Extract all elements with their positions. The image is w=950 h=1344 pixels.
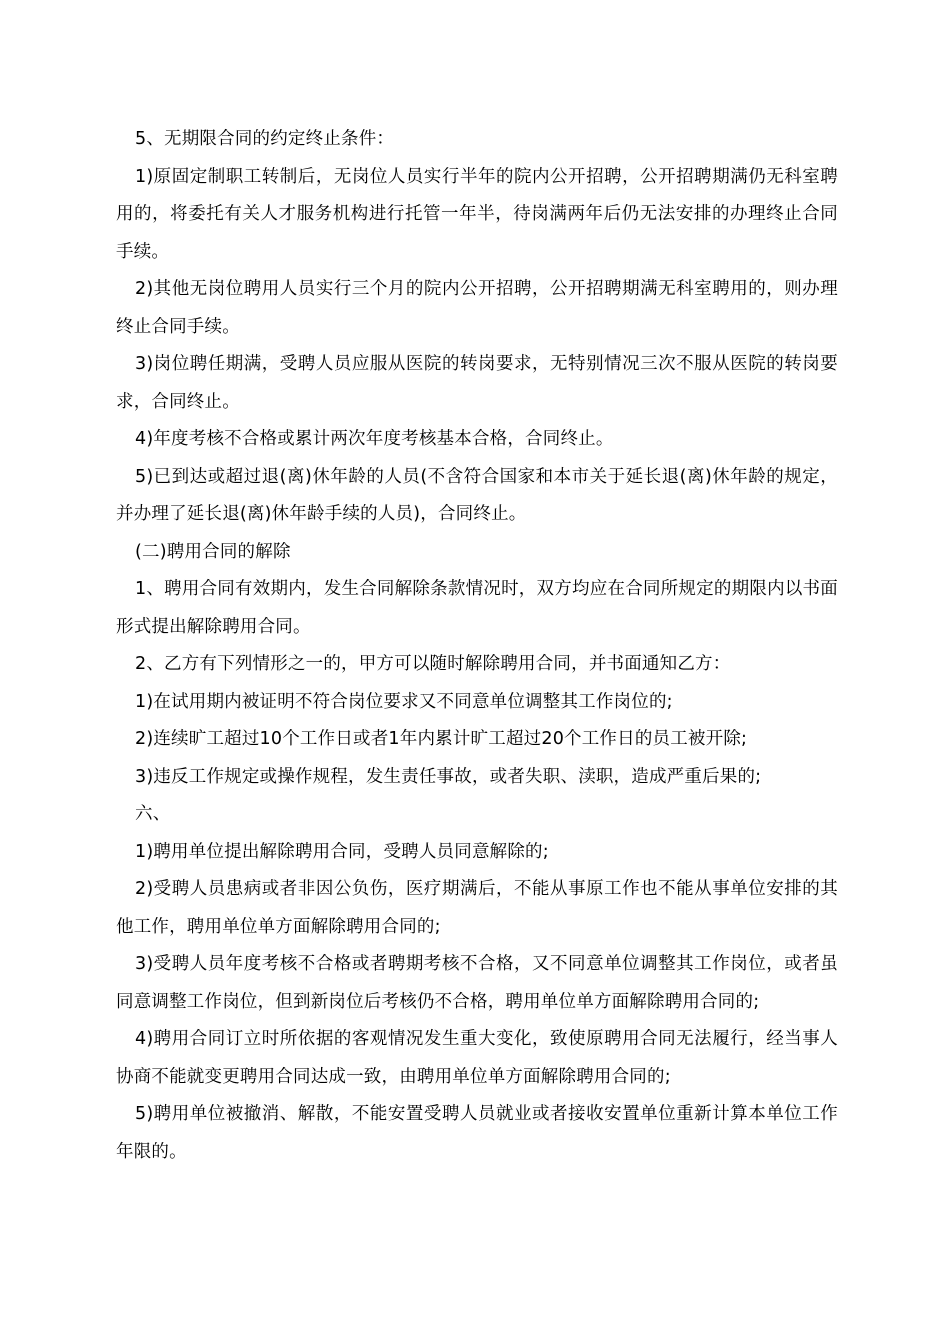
document-body xyxy=(116,121,838,1171)
paragraph-item: 1、聘用合同有效期内，发生合同解除条款情况时，双方均应在合同所规定的期限内以书面形式提出解除聘用合同。 xyxy=(116,579,838,637)
paragraph-item: 2、乙方有下列情形之一的，甲方可以随时解除聘用合同，并书面通知乙方： xyxy=(135,654,731,674)
section-heading-six: 六、 xyxy=(135,804,171,824)
paragraph-item: 5)已到达或超过退(离)休年龄的人员(不含符合国家和本市关于延长退(离)休年龄的规定，并办理了延长退(离)休年龄手续的人员)，合同终止。 xyxy=(116,466,838,524)
paragraph-item: 3)岗位聘任期满，受聘人员应服从医院的转岗要求，无特别情况三次不服从医院的转岗要求，合同终止。 xyxy=(116,354,838,412)
paragraph-item: 2)其他无岗位聘用人员实行三个月的院内公开招聘，公开招聘期满无科室聘用的，则办理终止合同手续。 xyxy=(116,279,838,337)
section-heading-contract-dissolution: (二)聘用合同的解除 xyxy=(135,541,291,562)
paragraph-item: 3)受聘人员年度考核不合格或者聘期考核不合格，又不同意单位调整其工作岗位，或者虽同意调整工作岗位，但到新岗位后考核仍不合格，聘用单位单方面解除聘用合同的; xyxy=(116,954,838,1012)
paragraph-item: 4)聘用合同订立时所依据的客观情况发生重大变化，致使原聘用合同无法履行，经当事人协商不能就变更聘用合同达成一致，由聘用单位单方面解除聘用合同的; xyxy=(116,1029,838,1087)
section-heading-unlimited-term-termination: 5、无期限合同的约定终止条件： xyxy=(135,129,395,149)
paragraph-item: 5)聘用单位被撤消、解散，不能安置受聘人员就业或者接收安置单位重新计算本单位工作年限的。 xyxy=(116,1104,838,1162)
paragraph-item: 3)违反工作规定或操作规程，发生责任事故，或者失职、渎职，造成严重后果的; xyxy=(135,766,762,787)
paragraph-item: 2)连续旷工超过10个工作日或者1年内累计旷工超过20个工作日的员工被开除; xyxy=(135,729,748,749)
paragraph-item: 1)原固定制职工转制后，无岗位人员实行半年的院内公开招聘，公开招聘期满仍无科室聘用的，将委托有关人才服务机构进行托管一年半，待岗满两年后仍无法安排的办理终止合同手续。 xyxy=(116,166,838,262)
paragraph-item: 4)年度考核不合格或累计两次年度考核基本合格，合同终止。 xyxy=(135,429,614,449)
paragraph-item: 2)受聘人员患病或者非因公负伤，医疗期满后，不能从事原工作也不能从事单位安排的其他工作，聘用单位单方面解除聘用合同的; xyxy=(116,879,838,937)
paragraph-item: 1)聘用单位提出解除聘用合同，受聘人员同意解除的; xyxy=(135,841,549,862)
paragraph-item: 1)在试用期内被证明不符合岗位要求又不同意单位调整其工作岗位的; xyxy=(135,691,673,712)
